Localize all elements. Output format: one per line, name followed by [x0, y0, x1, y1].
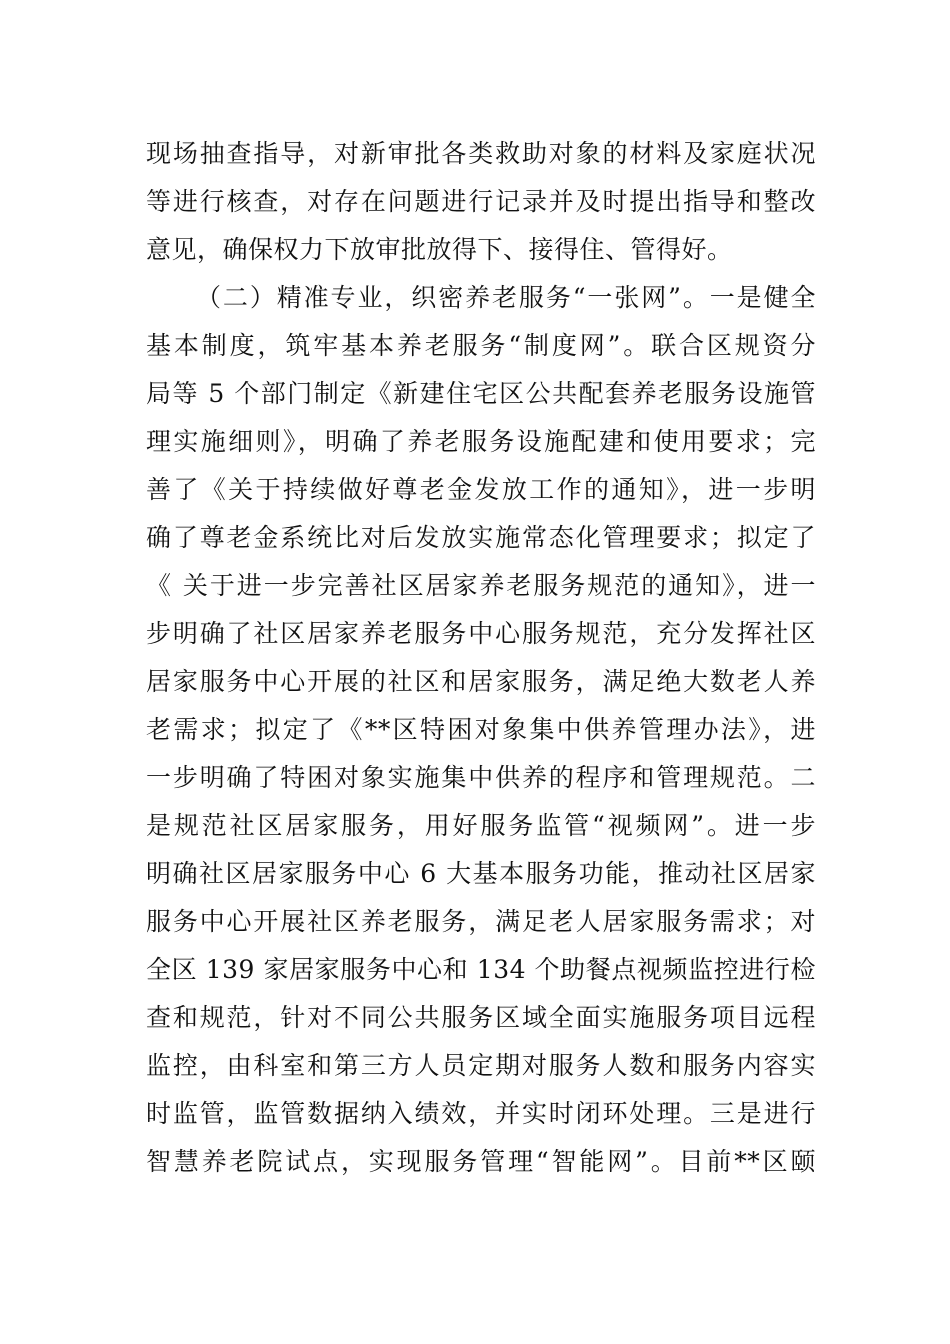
text-line-18: 全区 139 家居家服务中心和 134 个助餐点视频监控进行检 — [146, 955, 816, 984]
text-line-12: 居家服务中心开展的社区和居家服务，满足绝大数老人养 — [146, 667, 816, 696]
text-line-21: 时监管，监管数据纳入绩效，并实时闭环处理。三是进行 — [146, 1099, 816, 1128]
text-line-16: 明确社区居家服务中心 6 大基本服务功能，推动社区居家 — [146, 859, 816, 888]
text-line-3: 意见，确保权力下放审批放得下、接得住、管得好。 — [146, 235, 733, 264]
text-line-7: 理实施细则》，明确了养老服务设施配建和使用要求；完 — [146, 427, 816, 456]
text-line-4: （二）精准专业，织密养老服务“一张网”。一是健全 — [196, 283, 816, 312]
text-line-2: 等进行核查，对存在问题进行记录并及时提出指导和整改 — [146, 187, 816, 216]
text-line-22: 智慧养老院试点，实现服务管理“智能网”。目前**区颐 — [146, 1147, 816, 1176]
text-line-14: 一步明确了特困对象实施集中供养的程序和管理规范。二 — [146, 763, 816, 792]
text-line-10: 《 关于进一步完善社区居家养老服务规范的通知》，进一 — [146, 571, 816, 600]
text-line-8: 善了《关于持续做好尊老金发放工作的通知》，进一步明 — [146, 475, 816, 504]
text-line-6: 局等 5 个部门制定《新建住宅区公共配套养老服务设施管 — [146, 379, 816, 408]
text-line-17: 服务中心开展社区养老服务，满足老人居家服务需求；对 — [146, 907, 816, 936]
text-line-13: 老需求；拟定了《**区特困对象集中供养管理办法》，进 — [146, 715, 816, 744]
text-line-20: 监控，由科室和第三方人员定期对服务人数和服务内容实 — [146, 1051, 816, 1080]
text-line-1: 现场抽查指导，对新审批各类救助对象的材料及家庭状况 — [146, 139, 816, 168]
text-line-11: 步明确了社区居家养老服务中心服务规范，充分发挥社区 — [146, 619, 816, 648]
text-line-19: 查和规范，针对不同公共服务区域全面实施服务项目远程 — [146, 1003, 816, 1032]
text-line-15: 是规范社区居家服务，用好服务监管“视频网”。进一步 — [146, 811, 816, 840]
text-line-9: 确了尊老金系统比对后发放实施常态化管理要求；拟定了 — [146, 523, 816, 552]
text-line-5: 基本制度，筑牢基本养老服务“制度网”。联合区规资分 — [146, 331, 816, 360]
